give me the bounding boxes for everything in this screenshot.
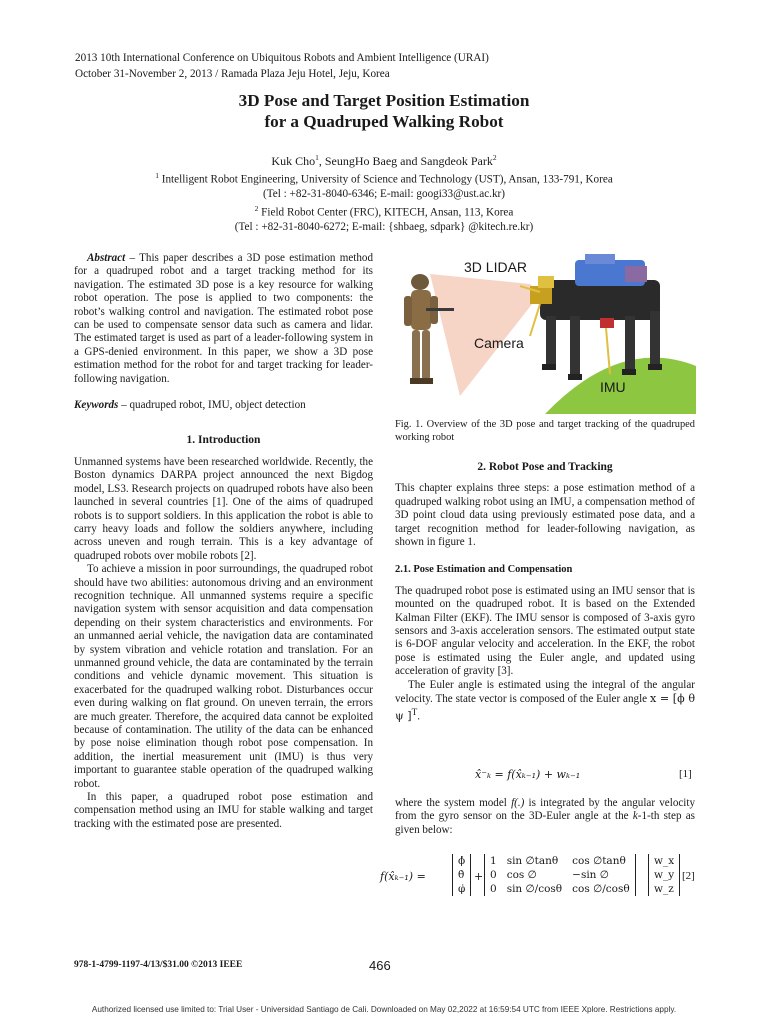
section-2-heading: 2. Robot Pose and Tracking	[477, 461, 613, 473]
section-2-1-paragraph-1: The quadruped robot pose is estimated using an IMU sensor that is mounted on the quadruped robot. It is based on the Extended Kalman Filter (EKF). The IMU sensor is composed of 3-axis gyro sensors and 3-axis acceleration sensors. The estimated output state is 6-DOF angular velocity and acceleration. In the EKF, the robot pose is estimated using the Euler angle, and updated using acceleration of gravity [3].	[395, 584, 695, 678]
state-vector: x = [ϕ θ ψ ]	[395, 692, 696, 723]
figure-1-illustration	[390, 246, 696, 414]
section-2-1-paragraph-3: where the system model f(.) is integrated by the angular velocity from the gyro sensor on the 3D-Euler angle at the k-1-th step as given below:	[395, 797, 695, 836]
figure-1	[390, 246, 696, 414]
equation-2-matrix: 1 sin ∅tanθ cos ∅tanθ 0 cos ∅ −sin ∅ 0 sin ∅/cosθ cos ∅/cosθ	[484, 854, 636, 896]
label-camera: Camera	[474, 335, 524, 351]
intro-paragraph-2: To achieve a mission in poor surroundings, the quadruped robot should have two abilities: autonomous driving and an environment recognition technique. All unmanned systems require a specific navigation system with sensor acquisition and data compensation depending on their system characteristics and environments. For an unmanned aerial vehicle, the navigation data are contaminated by system vibration and vehicle rotation and translation. For an unmanned ground vehicle, the data are contaminated by the terrain conditions and vehicle dynamic movement. This situation is exacerbated for the quadruped walking robot. Disturbances occur even during walking on flat ground. On uneven terrain, the errors are much greater. Therefore, the acquired data cannot be exploited because of contamination. The utility of the data can be enhanced by pose noise elimination though robot pose compensation. In addition, the inertial measurement unit (IMU) is thus very important to guarantee stable operation of the quadruped walking robot.	[74, 563, 373, 790]
equation-2-number: [2]	[682, 870, 695, 882]
paper-title	[0, 90, 768, 132]
subsection-2-1-heading: 2.1. Pose Estimation and Compensation	[395, 564, 573, 576]
intro-paragraph-1: Unmanned systems have been researched worldwide. Recently, the Boston dynamics DARPA project announced the next Bigdog model, LS3. Research projects on quadruped robots have also been launched in several countries [1]. One of the aims of quadruped robots is to support soldiers. In this application the robot is able to carry heavy loads and follow the soldiers anywhere, including across uneven and rough terrain. This is a key advantage of quadruped robots over mobile robots [2].	[74, 455, 373, 562]
equation-1-number: [1]	[679, 768, 692, 780]
conference-header	[75, 50, 489, 82]
imu-arrow	[606, 328, 610, 374]
affiliation-1: $^1$ Intelligent Robot Engineering, University of Science and Technology (UST), Ansan, 133-791, Korea	[155, 171, 613, 186]
keywords: Keywords – quadruped robot, IMU, object detection	[74, 399, 306, 412]
isbn-copyright: 978-1-4799-1197-4/13/$31.00 ©2013 IEEE	[74, 960, 243, 970]
page-number: 466	[369, 958, 391, 973]
left-column	[74, 252, 373, 831]
affiliation-1-contact: (Tel : +82-31-8040-6346; E-mail: googi33@ust.ac.kr)	[262, 188, 506, 201]
author-block	[0, 150, 768, 234]
right-column-continued	[395, 797, 695, 837]
affiliation-2: $^2$ Field Robot Center (FRC), KITECH, Ansan, 113, Korea	[254, 203, 514, 219]
affiliation-2-contact: (Tel : +82-31-8040-6272; E-mail: {shbaeg, sdpark} @kitech.re.kr)	[234, 220, 534, 233]
equation-2-rate-vector: ϕ̇ θ̇ φ̇	[452, 854, 471, 896]
section-2-paragraph-1: This chapter explains three steps: a pose estimation method of a quadruped walking robot using an IMU, a compensation method of 3D point cloud data using previously estimated pose data, and a target recognition method for leader-following navigation, as shown in figure 1.	[395, 482, 695, 549]
section-2-1-paragraph-2: The Euler angle is estimated using the integral of the angular velocity. The state vector is composed of the Euler angle x = [ϕ θ ψ ]$^T$.	[395, 678, 696, 723]
label-3d-lidar: 3D LIDAR	[464, 259, 528, 275]
figure-1-caption: Fig. 1. Overview of the 3D pose and target tracking of the quadruped working robot	[395, 419, 695, 443]
abstract: Abstract – This paper describes a 3D pose estimation method for a quadruped robot and a target tracking method for its navigation. The estimated 3D pose is a key resource for walking robot operation. The pose is applied to two components: the robot’s walking control and navigation. The estimated robot pose can be used to compensate sensor data such as camera and lidar. The estimated target is used as part of a leader-following system in a GPS-denied environment. In this paper, we show a 3D pose estimation method for the robot for and target tracking for leader-following navigation.	[74, 252, 373, 385]
right-column	[395, 461, 695, 724]
label-imu: IMU	[600, 379, 626, 395]
author-names: Kuk Cho$^1$, SeungHo Baeg and Sangdeok Park$^2$	[271, 153, 497, 168]
equation-1: x̂⁻ₖ = f(x̂ₖ₋₁) + wₖ₋₁	[475, 768, 581, 781]
title-line-2: for a Quadruped Walking Robot	[264, 112, 504, 131]
intro-paragraph-3: In this paper, a quadruped robot pose estimation and compensation method using an IMU for stable walking and target tracking with the estimated pose are presented.	[74, 791, 373, 830]
equation-2-w-vector: w_x w_y w_z	[648, 854, 680, 896]
conference-name: 2013 10th International Conference on Ubiquitous Robots and Ambient Intelligence (URAI)	[75, 52, 489, 64]
title-line-1: 3D Pose and Target Position Estimation	[238, 91, 530, 110]
intro-heading: 1. Introduction	[186, 434, 261, 447]
equation-2-lhs: f(x̂ₖ₋₁) =	[380, 870, 426, 883]
conference-date-venue: October 31-November 2, 2013 / Ramada Plaza Jeju Hotel, Jeju, Korea	[75, 68, 390, 80]
license-notice: Authorized licensed use limited to: Trial User - Universidad Santiago de Cali. Downloaded on May 02,2022 at 16:59:54 UTC from IEEE Xplore. Restrictions apply.	[91, 1005, 677, 1014]
equation-2: f(x̂ₖ₋₁) = ϕ̇ θ̇ φ̇ + 1 sin ∅tanθ cos ∅tanθ 0 cos ∅ −sin ∅ 0 sin ∅/cosθ cos ∅/cosθ w_x w_y w_z	[380, 854, 700, 900]
camera-arrow	[530, 304, 540, 336]
